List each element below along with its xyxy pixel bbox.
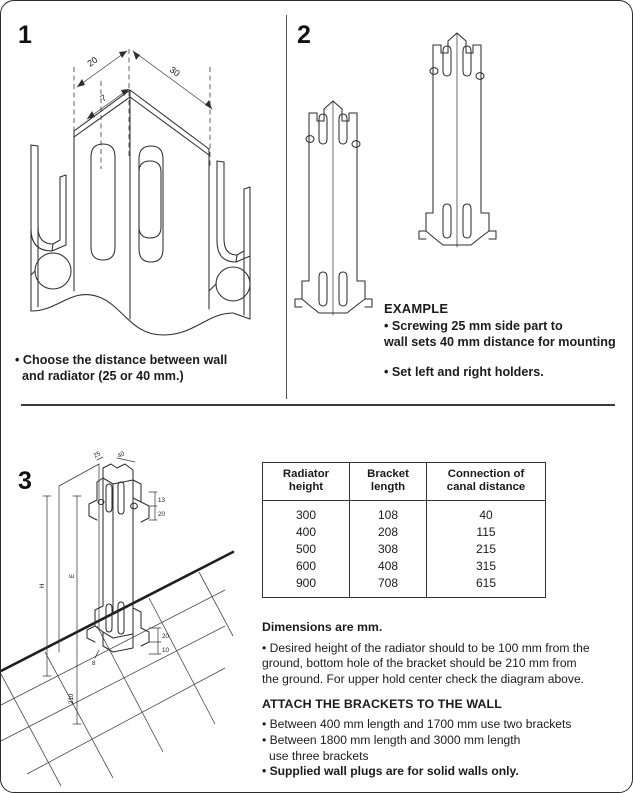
attach-brackets-list [262, 717, 618, 780]
cell-bracket-length: 208 [350, 523, 427, 540]
dim-label-E: E [69, 573, 76, 578]
attach-brackets-heading: ATTACH THE BRACKETS TO THE WALL [262, 697, 502, 711]
dim-label-210: 210 [68, 693, 75, 704]
bracket-isometric [87, 464, 149, 652]
cell-radiator-height: 400 [263, 523, 350, 540]
dim-label-20: 20 [85, 54, 100, 69]
dim-label-30: 30 [167, 64, 182, 79]
cell-bracket-length: 108 [350, 500, 427, 523]
header-line2: height [288, 480, 324, 493]
header-line1: Radiator [282, 468, 330, 480]
header-line2: length [370, 480, 406, 493]
para-line3: the ground. For upper hold center check the diagram above. [262, 671, 585, 686]
panel2-bullet-2: • Set left and right holders. [384, 365, 544, 379]
attach-bullet-2: • Between 1800 mm length and 3000 mm length [262, 732, 521, 747]
header-line1: Connection of [447, 468, 525, 480]
attach-bullet-1: • Between 400 mm length and 1700 mm use two brackets [262, 717, 572, 731]
panel1-caption [15, 353, 270, 385]
table-row [263, 523, 546, 540]
step-number-3: 3 [18, 467, 32, 495]
dim-label-20-lower: 20 [162, 633, 169, 640]
column-header-bracket-length [350, 463, 427, 501]
dim-label-25: 25 [92, 450, 102, 460]
example-heading: EXAMPLE [384, 301, 449, 316]
cell-bracket-length: 408 [350, 557, 427, 574]
header-line1: Bracket [367, 468, 409, 480]
floor-grid [1, 552, 233, 786]
panel1-caption-line2: and radiator (25 or 40 mm.) [22, 368, 184, 383]
cell-radiator-height: 500 [263, 540, 350, 557]
cell-radiator-height: 900 [263, 574, 350, 597]
dim-label-H: H [39, 583, 46, 588]
table-row [263, 574, 546, 597]
cell-canal-distance: 315 [427, 557, 546, 574]
dim-label-40: 40 [116, 450, 126, 460]
panel1-bracket-diagram [11, 19, 273, 349]
cell-canal-distance: 40 [427, 500, 546, 523]
dim-label-10: 10 [162, 647, 169, 654]
height-instructions-paragraph [262, 641, 618, 687]
para-line2: ground, bottom hole of the bracket should be 210 mm from [262, 656, 577, 671]
panel-divider-vertical [286, 15, 287, 399]
dim-label-7: 7 [98, 92, 109, 104]
step-number-1: 1 [18, 21, 32, 49]
dim-label-13: 13 [158, 497, 165, 504]
header-line2: canal distance [446, 480, 526, 493]
panel-divider-horizontal [21, 404, 615, 406]
panel2-bullet-1 [384, 319, 616, 351]
table-row [263, 540, 546, 557]
cell-canal-distance: 215 [427, 540, 546, 557]
attach-bullet-3: • Supplied wall plugs are for solid walls only. [262, 764, 519, 779]
attach-bullet-2-continued: use three brackets [269, 748, 369, 763]
panel2-brackets-diagram [293, 27, 533, 317]
column-header-radiator-height [263, 463, 350, 501]
cell-bracket-length: 708 [350, 574, 427, 597]
table-row [263, 557, 546, 574]
table-header-row [263, 463, 546, 501]
panel2-bullet1-line1: • Screwing 25 mm side part to [384, 319, 563, 333]
panel1-caption-line1: • Choose the distance between wall [15, 353, 228, 367]
dimensions-note: Dimensions are mm. [262, 620, 383, 634]
dim-label-20-upper: 20 [158, 511, 165, 518]
step-number-2: 2 [297, 21, 311, 49]
panel2-bullet1-line2: wall sets 40 mm distance for mounting [384, 334, 616, 349]
table-row [263, 500, 546, 523]
cell-radiator-height: 600 [263, 557, 350, 574]
column-header-canal-distance [427, 463, 546, 501]
cell-bracket-length: 308 [350, 540, 427, 557]
dim-label-8: 8 [92, 660, 96, 667]
panel3-installation-diagram [37, 450, 267, 786]
cell-radiator-height: 300 [263, 500, 350, 523]
cell-canal-distance: 615 [427, 574, 546, 597]
para-line1: • Desired height of the radiator should to be 100 mm from the [262, 641, 590, 655]
cell-canal-distance: 115 [427, 523, 546, 540]
bracket-spec-table [262, 462, 546, 598]
